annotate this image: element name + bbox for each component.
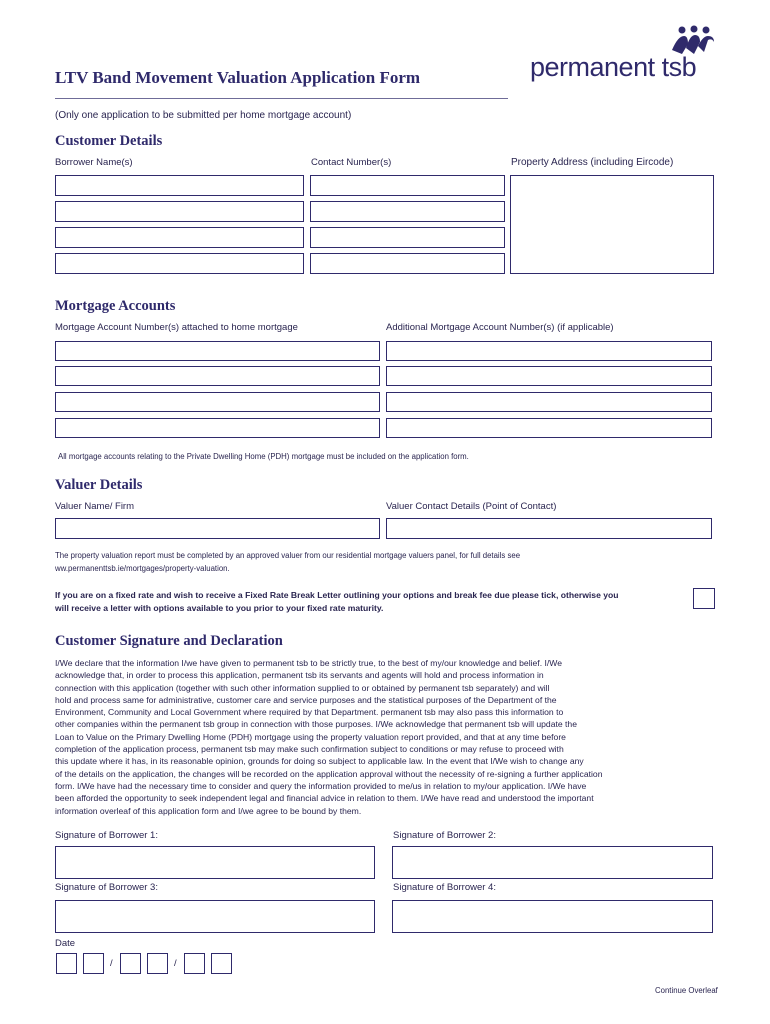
mortgage-account-field-2[interactable] xyxy=(55,366,380,386)
property-address-field[interactable] xyxy=(510,175,714,274)
valuer-note-line-2: ww.permanenttsb.ie/mortgages/property-valuation. xyxy=(55,564,230,573)
valuer-note-line-1: The property valuation report must be completed by an approved valuer from our residential mortgage valuers panel, for full details see xyxy=(55,551,521,560)
mortgage-accounts-heading: Mortgage Accounts xyxy=(55,298,176,314)
date-year-digit-2[interactable] xyxy=(211,953,232,974)
fixed-rate-text-line-2: will receive a letter with options available to you prior to your fixed rate maturity. xyxy=(55,603,384,613)
valuer-contact-label: Valuer Contact Details (Point of Contact) xyxy=(386,501,557,512)
date-day-digit-2[interactable] xyxy=(83,953,104,974)
mortgage-account-field-4[interactable] xyxy=(55,418,380,438)
additional-account-field-3[interactable] xyxy=(386,392,712,412)
valuer-name-label: Valuer Name/ Firm xyxy=(55,501,135,512)
mortgage-account-label: Mortgage Account Number(s) attached to home mortgage xyxy=(55,322,298,333)
signature-1-label: Signature of Borrower 1: xyxy=(55,830,158,841)
declaration-heading: Customer Signature and Declaration xyxy=(55,633,283,649)
date-label: Date xyxy=(55,938,76,949)
borrower-name-field-3[interactable] xyxy=(55,227,304,248)
signature-2-field[interactable] xyxy=(392,846,713,879)
page-title: LTV Band Movement Valuation Application Form xyxy=(55,68,421,87)
contact-number-field-3[interactable] xyxy=(310,227,505,248)
valuer-name-field[interactable] xyxy=(55,518,380,539)
fixed-rate-checkbox[interactable] xyxy=(693,588,715,609)
mortgage-note: All mortgage accounts relating to the Private Dwelling Home (PDH) mortgage must be included on the application form. xyxy=(58,452,469,461)
date-month-digit-2[interactable] xyxy=(147,953,168,974)
signature-2-label: Signature of Borrower 2: xyxy=(393,830,496,841)
valuer-contact-field[interactable] xyxy=(386,518,712,539)
declaration-text: I/We declare that the information I/we have given to permanent tsb to be strictly true, to the best of my/our knowledge and belief. I/We acknowledge that, in order to process this application, permanent tsb its servants and agents will hold and process information in connection with this application (together with such other information supplied to or obtained by permanent tsb separately) and will hold and process same for administrative, customer care and service purposes and the statistical purposes of the Department of the Environment, Community and Local Government where required by that Department. permanent tsb may also pass this information to other companies within the permanent tsb group in connection with those purposes. I/We acknowledge that permanent tsb will update the Loan to Value on the Primary Dwelling Home (PDH) mortgage using the property valuation report provided, and that at any time before completion of the application process, permanent tsb may make such confirmation subject to conditions or may refuse to proceed with this update where it has, in its reasonable opinion, grounds for doing so subject to applicable law. In the event that I/We wish to change any of the details on the application, the changes will be recorded on the application approval without the necessity of re-signing a further application form. I/We have had the necessary time to consider and query the information provided to me/us in relation to my/our application. I/We have been afforded the opportunity to seek independent legal and financial advice in relation to them. I/We have read and understood the important information overleaf of this application form and I/we agree to be bound by them. xyxy=(55,658,603,816)
contact-number-label: Contact Number(s) xyxy=(311,157,392,168)
date-separator-1: / xyxy=(110,958,113,969)
date-separator-2: / xyxy=(174,958,177,969)
logo-text: permanent tsb xyxy=(530,52,697,82)
borrower-name-field-1[interactable] xyxy=(55,175,304,196)
additional-account-field-1[interactable] xyxy=(386,341,712,361)
date-month-digit-1[interactable] xyxy=(120,953,141,974)
signature-3-label: Signature of Borrower 3: xyxy=(55,882,158,893)
additional-account-label: Additional Mortgage Account Number(s) (if applicable) xyxy=(386,322,614,333)
date-day-digit-1[interactable] xyxy=(56,953,77,974)
signature-4-field[interactable] xyxy=(392,900,713,933)
valuer-details-heading: Valuer Details xyxy=(55,477,143,493)
borrower-name-label: Borrower Name(s) xyxy=(55,157,133,168)
ptsb-logo xyxy=(530,24,730,88)
additional-account-field-2[interactable] xyxy=(386,366,712,386)
mortgage-account-field-1[interactable] xyxy=(55,341,380,361)
signature-1-field[interactable] xyxy=(55,846,375,879)
mortgage-account-field-3[interactable] xyxy=(55,392,380,412)
borrower-name-field-2[interactable] xyxy=(55,201,304,222)
title-rule xyxy=(55,98,508,99)
signature-3-field[interactable] xyxy=(55,900,375,933)
page-subtitle: (Only one application to be submitted per home mortgage account) xyxy=(55,110,352,121)
additional-account-field-4[interactable] xyxy=(386,418,712,438)
contact-number-field-1[interactable] xyxy=(310,175,505,196)
borrower-name-field-4[interactable] xyxy=(55,253,304,274)
signature-4-label: Signature of Borrower 4: xyxy=(393,882,496,893)
customer-details-heading: Customer Details xyxy=(55,133,163,149)
contact-number-field-4[interactable] xyxy=(310,253,505,274)
fixed-rate-text-line-1: If you are on a fixed rate and wish to receive a Fixed Rate Break Letter outlining your options and break fee due please tick, otherwise you xyxy=(55,590,619,600)
continue-overleaf: Continue Overleaf xyxy=(655,986,718,995)
contact-number-field-2[interactable] xyxy=(310,201,505,222)
property-address-label: Property Address (including Eircode) xyxy=(511,157,674,168)
date-year-digit-1[interactable] xyxy=(184,953,205,974)
